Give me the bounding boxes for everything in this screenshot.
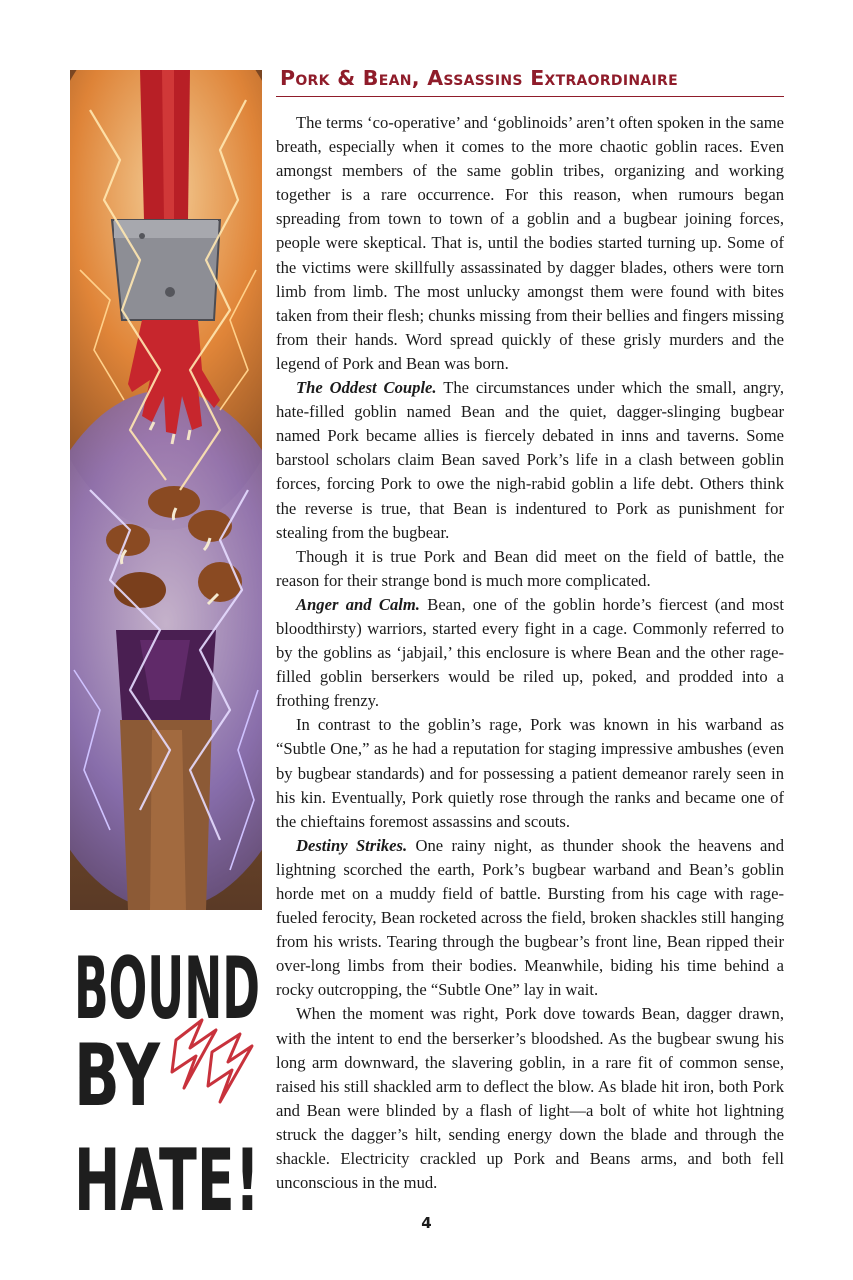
paragraph-6 <box>276 834 784 1003</box>
paragraph-5 <box>276 713 784 833</box>
paragraph-text: The circumstances under which the small, angry, hate-filled goblin named Bean and the quiet, dagger-slinging bugbear named Pork became allies is fiercely debated in inns and taverns. Some barstool scholars claim Bean saved Pork’s life in a clash between goblin forces, forcing Pork to owe the nigh-rabid goblin a life debt. Others think the reverse is true, that Bean is indentured to Pork as punishment for stealing from the bugbear. <box>276 378 784 542</box>
bound-title-line1: BOUND <box>74 939 260 1039</box>
paragraph-3 <box>276 545 784 593</box>
paragraph-text: Though it is true Pork and Bean did meet on the field of battle, the reason for their strange bond is much more complicated. <box>276 546 784 590</box>
paragraph-heading: The Oddest Couple. <box>296 378 437 398</box>
paragraph-text: When the moment was right, Pork dove towards Bean, dagger drawn, with the intent to end the berserker’s bloodshed. As the bugbear swung his long arm downward, the slavering goblin, in a rare fit of common sense, raised his still shackled arm to deflect the blow. As blade hit iron, both Pork and Bean were blinded by a flash of light—a bolt of white hot lightning struck the dagger’s hilt, sending energy down the blade and through the shackle. Electricity crackled up Pork and Beans arms, and both fell unconscious in the mud. <box>276 1004 784 1193</box>
paragraph-1 <box>276 111 784 376</box>
page-number: 4 <box>421 1214 432 1232</box>
section-title: Pork & Bean, Assassins Extraordinaire <box>276 66 784 97</box>
paragraph-text: In contrast to the goblin’s rage, Pork was known in his warband as “Subtle One,” as he had a reputation for staging impressive ambushes (even by bugbear standards) and for possessing a patient demeanor rarely seen in his kin. Eventually, Pork quietly rose through the ranks and became one of the chieftains foremost assassins and scouts. <box>276 715 784 831</box>
bound-title-line2: BY <box>74 1026 162 1126</box>
paragraph-text: The terms ‘co-operative’ and ‘goblinoids’ aren’t often spoken in the same breath, especially when it comes to the more chaotic goblin races. Even amongst members of the same goblin tribes, organizing and working together is a rare occurrence. For this reason, when rumours began spreading from town to town of a goblin and a bugbear joining forces, people were skeptical. That is, until the bodies started turning up. Some of the victims were skillfully assassinated by dagger blades, others were torn limb from limb. The most unlucky amongst them were found with bites taken from their flesh; chunks missing from their bellies and fingers missing from their hands. Word spread quickly of these grisly murders and the legend of Pork and Bean was born. <box>276 113 784 373</box>
lightning-arms-illustration <box>70 70 262 910</box>
paragraph-7 <box>276 1002 784 1195</box>
article <box>276 66 784 1195</box>
paragraph-heading: Anger and Calm. <box>296 594 420 614</box>
article-body <box>276 111 784 1195</box>
paragraph-heading: Destiny Strikes. <box>296 835 408 855</box>
paragraph-text: One rainy night, as thunder shook the heavens and lightning scorched the earth, Pork’s bugbear warband and Bean’s goblin horde met on a muddy field of battle. Bursting from his cage with rage-fueled ferocity, Bean rocketed across the field, broken shackles still hanging from his wrists. Tearing through the bugbear’s front line, Bean ripped their over-long limbs from their bodies. Meanwhile, biding his time behind a rocky outcropping, the “Subtle One” lay in wait. <box>276 835 784 1000</box>
bound-by-hate-title-art <box>72 930 262 1220</box>
bound-title-line3: HATE! <box>74 1131 260 1220</box>
paragraph-2 <box>276 376 784 545</box>
illustration-panel <box>70 70 262 910</box>
paragraph-text: Bean, one of the goblin horde’s fiercest (and most bloodthirsty) warriors, started every fight in a cage. Commonly referred to by the goblins as ‘jabjail,’ this enclosure is where Bean and the other rage-filled goblin berserkers would be riled up, poked, and prodded into a frothing frenzy. <box>276 594 784 711</box>
paragraph-4 <box>276 593 784 713</box>
